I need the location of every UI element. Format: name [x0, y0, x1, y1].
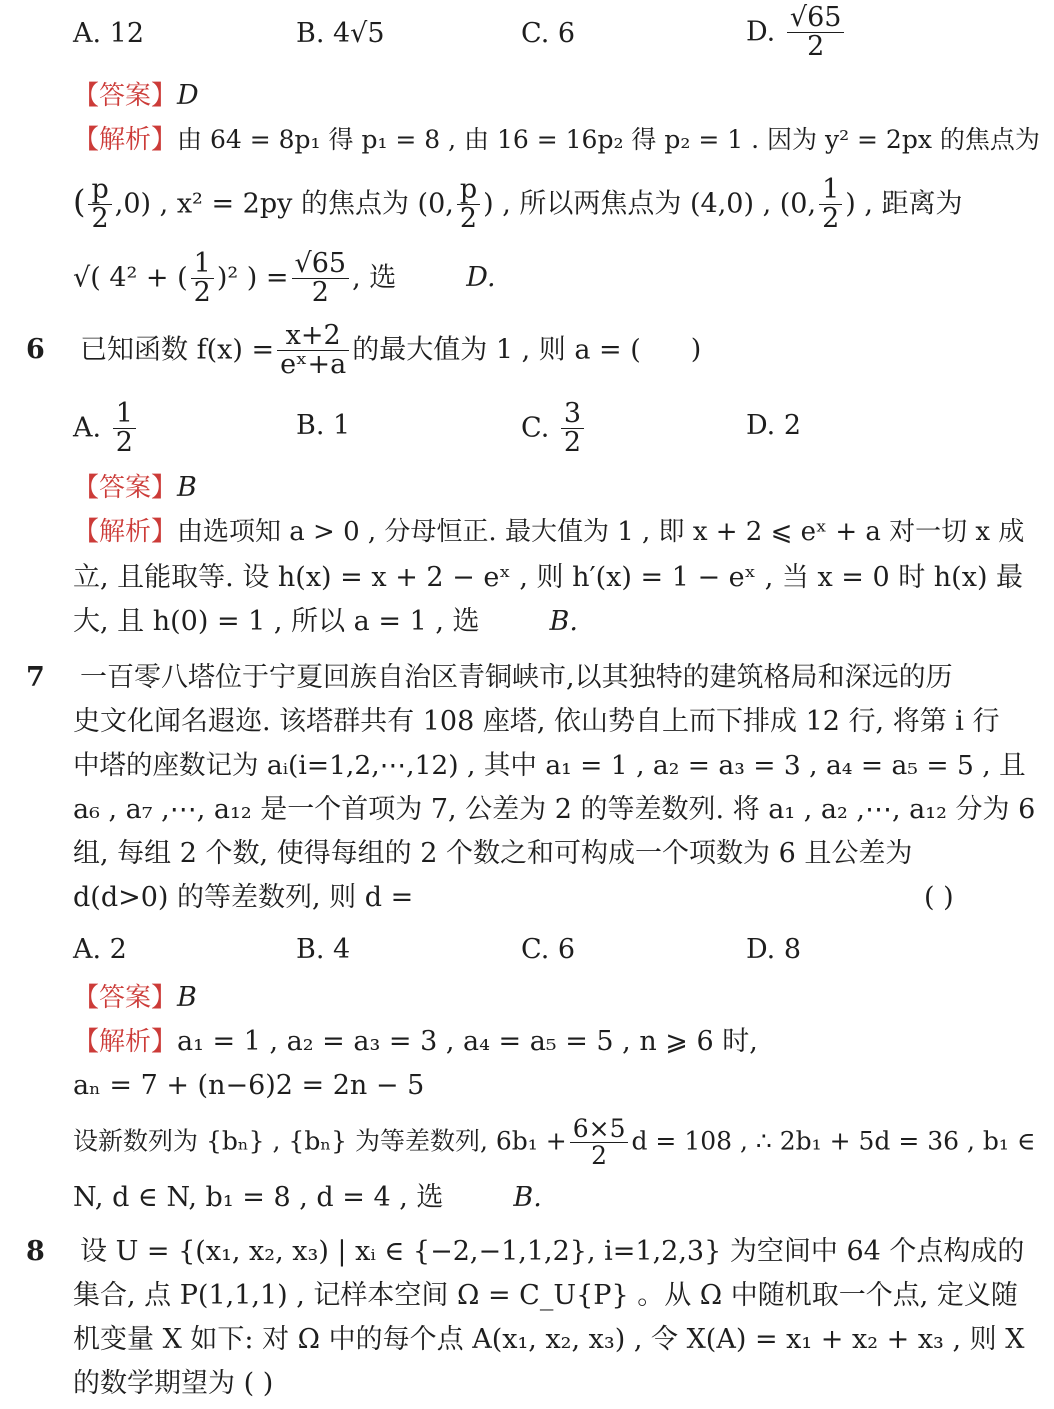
q7-analysis-line-4 — [73, 1178, 542, 1218]
fraction — [457, 176, 480, 234]
q8-stem-line-3: 机变量 X 如下: 对 Ω 中的每个点 A(x₁, x₂, x₃) , 令 X(A) = x₁ + x₂ + x₃ , 则 X — [73, 1324, 1025, 1355]
q7-number: 7 — [26, 662, 45, 693]
q6-stem — [80, 322, 701, 380]
paren-close: ) — [690, 334, 702, 366]
q7-option-a: A. 2 — [73, 934, 127, 965]
q8-stem-line-2: 集合, 点 P(1,1,1) , 记样本空间 Ω = C_U{P} 。从 Ω 中随机取一个点, 定义随 — [73, 1280, 1018, 1311]
analysis-text: )² ) = — [216, 262, 289, 294]
q7-answer — [73, 978, 197, 1018]
numerator: 6×5 — [570, 1116, 629, 1143]
q5-option-d-label: D. — [746, 16, 776, 48]
denominator: 2 — [311, 277, 329, 309]
fraction — [292, 250, 350, 308]
q5-analysis-line-1 — [73, 120, 1040, 160]
q7-answer-blank: ( ) — [924, 882, 954, 913]
numerator: 1 — [191, 250, 214, 279]
q5-analysis-line-2 — [73, 176, 963, 234]
numerator: p — [88, 176, 111, 205]
answer-value: B — [177, 472, 197, 503]
analysis-text: ) , 所以两焦点为 (4,0) , (0, — [483, 188, 817, 220]
stem-text: 的最大值为 1 , 则 a = ( — [352, 334, 641, 366]
numerator: p — [457, 176, 480, 205]
analysis-text: ) , 距离为 — [845, 188, 963, 220]
q6-option-d: D. 2 — [746, 410, 802, 441]
analysis-text: N, d ∈ N, b₁ = 8 , d = 4 , 选 — [73, 1182, 444, 1213]
q7-analysis-line-2: aₙ = 7 + (n−6)2 = 2n − 5 — [73, 1070, 425, 1101]
q5-option-d-den: 2 — [807, 31, 825, 63]
fraction — [277, 322, 349, 380]
answer-value: B — [177, 982, 197, 1013]
denominator: 2 — [115, 427, 133, 459]
q5-option-d-fraction — [787, 4, 845, 62]
option-label: A. — [73, 412, 102, 444]
answer-tag: 【答案】 — [73, 983, 178, 1013]
q7-option-b: B. 4 — [296, 934, 351, 965]
numerator: 1 — [819, 176, 842, 205]
chosen-option: B. — [513, 1182, 542, 1213]
analysis-tag: 【解析】 — [73, 1027, 178, 1057]
q6-analysis-line-1 — [73, 512, 1024, 552]
denominator: eˣ+a — [280, 349, 347, 381]
denominator: 2 — [591, 1141, 608, 1171]
analysis-text: ,0) , x² = 2py 的焦点为 (0, — [114, 188, 454, 220]
analysis-text: , 选 — [352, 262, 397, 294]
analysis-text: √( 4² + ( — [73, 262, 188, 294]
fraction — [88, 176, 111, 234]
q7-analysis-line-3 — [73, 1116, 1035, 1170]
fraction — [113, 400, 136, 458]
paren-open: ( — [73, 182, 86, 221]
denominator: 2 — [193, 277, 211, 309]
numerator: x+2 — [277, 322, 349, 351]
q7-stem-line-2: 史文化闻名遐迩. 该塔群共有 108 座塔, 依山势自上而下排成 12 行, 将第 i 行 — [73, 706, 1000, 737]
q5-option-c: C. 6 — [521, 18, 576, 49]
q7-stem-line-4: a₆ , a₇ ,⋯, a₁₂ 是一个首项为 7, 公差为 2 的等差数列. 将 a₁ , a₂ ,⋯, a₁₂ 分为 6 — [73, 794, 1036, 825]
analysis-text: 大, 且 h(0) = 1 , 所以 a = 1 , 选 — [73, 606, 480, 637]
analysis-text: 设新数列为 {bₙ} , {bₙ} 为等差数列, 6b₁ + — [73, 1126, 567, 1156]
q6-analysis-line-3 — [73, 602, 578, 642]
denominator: 2 — [459, 203, 478, 235]
chosen-option: D. — [466, 262, 496, 294]
fraction — [570, 1116, 629, 1170]
chosen-option: B. — [549, 606, 578, 637]
analysis-text: a₁ = 1 , a₂ = a₃ = 3 , a₄ = a₅ = 5 , n ⩾ 6 时, — [177, 1026, 758, 1057]
q6-analysis-line-2: 立, 且能取等. 设 h(x) = x + 2 − eˣ , 则 h′(x) = 1 − eˣ , 当 x = 0 时 h(x) 最 — [73, 562, 1024, 593]
q7-option-c: C. 6 — [521, 934, 576, 965]
q5-option-d-num: √65 — [787, 4, 845, 33]
numerator: 1 — [113, 400, 136, 429]
fraction — [561, 400, 584, 458]
q7-stem-line-1: 一百零八塔位于宁夏回族自治区青铜峡市,以其独特的建筑格局和深远的历 — [80, 662, 953, 693]
answer-tag: 【答案】 — [73, 81, 178, 111]
numerator: √65 — [292, 250, 350, 279]
q6-option-a — [73, 400, 139, 458]
numerator: 3 — [561, 400, 584, 429]
q6-number: 6 — [26, 334, 45, 365]
answer-value: D — [177, 80, 199, 111]
q6-option-c — [521, 400, 587, 458]
q7-stem-line-6: d(d>0) 的等差数列, 则 d = — [73, 882, 414, 913]
analysis-text: d = 108 , ∴ 2b₁ + 5d = 36 , b₁ ∈ — [631, 1126, 1036, 1156]
q7-stem-line-3: 中塔的座数记为 aᵢ(i=1,2,⋯,12) , 其中 a₁ = 1 , a₂ = a₃ = 3 , a₄ = a₅ = 5 , 且 — [73, 750, 1026, 781]
denominator: 2 — [91, 203, 109, 235]
analysis-text: 由选项知 a > 0 , 分母恒正. 最大值为 1 , 即 x + 2 ⩽ eˣ + a 对一切 x 成 — [177, 517, 1025, 547]
fraction — [191, 250, 214, 308]
q5-option-a: A. 12 — [73, 18, 145, 49]
denominator: 2 — [563, 427, 582, 459]
q5-option-b: B. 4√5 — [296, 18, 385, 49]
q6-option-b: B. 1 — [296, 410, 351, 441]
analysis-text: 由 64 = 8p₁ 得 p₁ = 8 , 由 16 = 16p₂ 得 p₂ = 1 . 因为 y² = 2px 的焦点为 — [177, 125, 1040, 154]
denominator: 2 — [822, 203, 840, 235]
q5-analysis-line-3 — [73, 250, 496, 308]
q7-stem-line-5: 组, 每组 2 个数, 使得每组的 2 个数之和可构成一个项数为 6 且公差为 — [73, 838, 913, 869]
q7-option-d: D. 8 — [746, 934, 802, 965]
answer-tag: 【答案】 — [73, 473, 178, 503]
analysis-tag: 【解析】 — [73, 517, 178, 547]
option-label: C. — [521, 412, 550, 444]
q8-number: 8 — [26, 1236, 45, 1267]
q5-answer — [73, 76, 199, 116]
q5-option-d — [746, 4, 847, 62]
q7-analysis-line-1 — [73, 1022, 758, 1062]
q6-answer — [73, 468, 197, 508]
q8-stem-line-4: 的数学期望为 ( ) — [73, 1368, 274, 1399]
analysis-tag: 【解析】 — [73, 125, 178, 155]
fraction — [819, 176, 842, 234]
stem-text: 已知函数 f(x) = — [80, 334, 275, 366]
q8-stem-line-1: 设 U = {(x₁, x₂, x₃) | xᵢ ∈ {−2,−1,1,2}, i=1,2,3} 为空间中 64 个点构成的 — [80, 1236, 1025, 1267]
